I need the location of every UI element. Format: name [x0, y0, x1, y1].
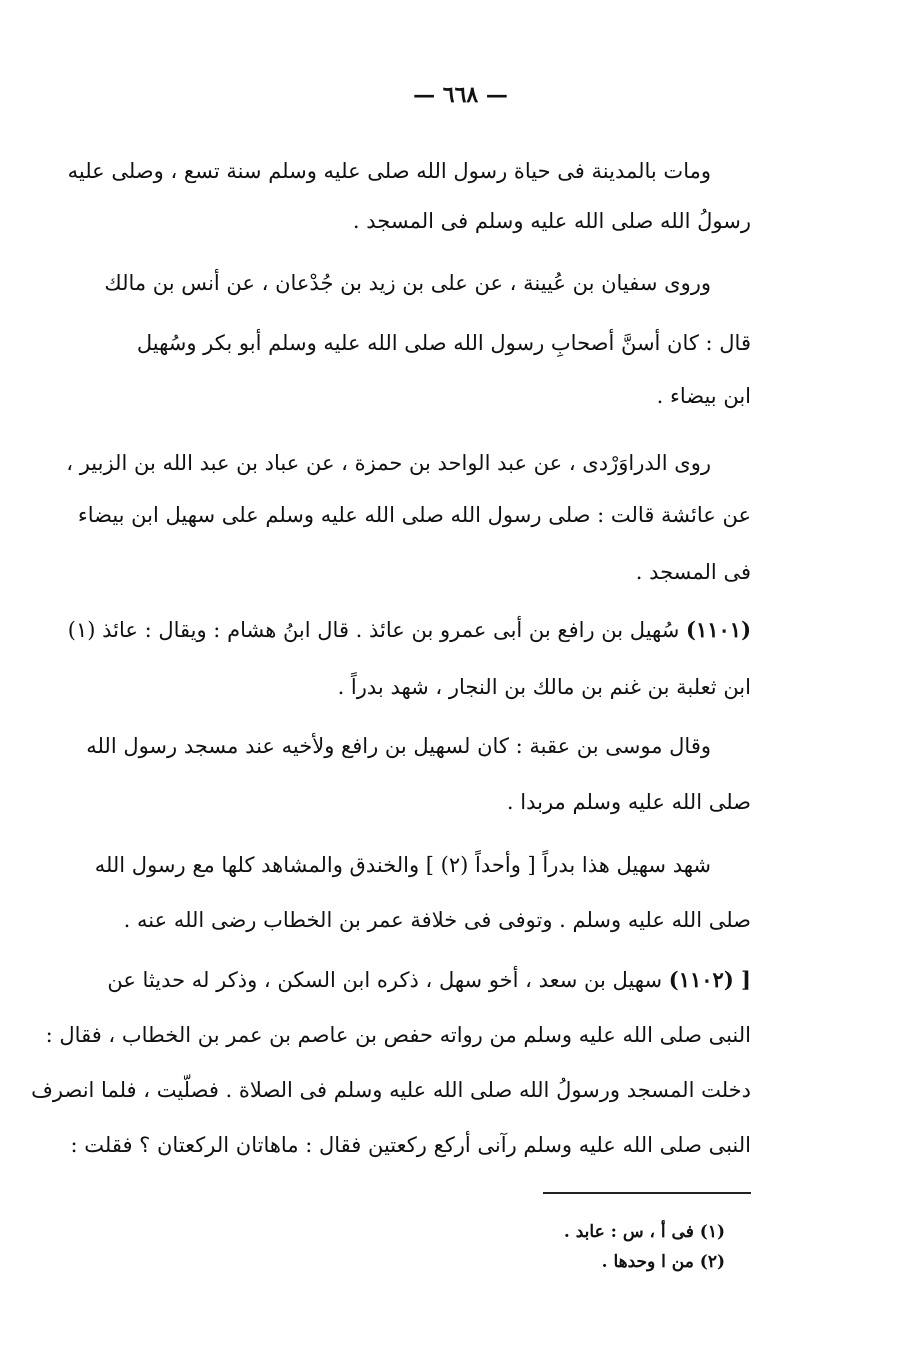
entry-text: سُهيل بن رافع بن أبى عمرو بن عائذ . قال ابنُ هشام : ويقال : عائذ (١): [67, 618, 680, 642]
text-line: ومات بالمدينة فى حياة رسول الله صلى عليه وسلم سنة تسع ، وصلى عليه: [67, 159, 711, 183]
text-line: دخلت المسجد ورسولُ الله صلى الله عليه وسلم فى الصلاة . فصلّيت ، فلما انصرف: [31, 1078, 751, 1102]
text-line: ابن ثعلبة بن غنم بن مالك بن النجار ، شهد بدراً .: [337, 675, 751, 699]
entry-text: سهيل بن سعد ، أخو سهل ، ذكره ابن السكن ، وذكر له حديثا عن: [107, 968, 663, 992]
text-line: النبى صلى الله عليه وسلم رآنى أركع ركعتين فقال : ماهاتان الركعتان ؟ فقلت :: [70, 1133, 751, 1157]
text-line: رسولُ الله صلى الله عليه وسلم فى المسجد .: [352, 209, 751, 233]
entry-line: [107, 965, 751, 995]
text-line: قال : كان أسنَّ أصحابِ رسول الله صلى الله عليه وسلم أبو بكر وسُهيل: [136, 331, 751, 355]
page-number: — ٦٦٨ —: [413, 82, 508, 108]
footnote-divider: [543, 1192, 751, 1194]
text-line: صلى الله عليه وسلم . وتوفى فى خلافة عمر بن الخطاب رضى الله عنه .: [123, 908, 751, 932]
entry-number: (١١٠١): [686, 617, 751, 642]
text-line: روى الدراوَرْدى ، عن عبد الواحد بن حمزة ، عن عباد بن عبد الله بن الزبير ،: [66, 451, 711, 475]
text-line: فى المسجد .: [635, 560, 751, 584]
entry-number: [ (١١٠٢): [668, 967, 751, 992]
text-line: صلى الله عليه وسلم مربدا .: [506, 790, 751, 814]
footnote: (١) فى أ ، س : عابد .: [563, 1222, 725, 1242]
text-line: ابن بيضاء .: [656, 384, 751, 408]
text-line: عن عائشة قالت : صلى رسول الله صلى الله عليه وسلم على سهيل ابن بيضاء: [77, 503, 751, 527]
text-line: شهد سهيل هذا بدراً [ وأحداً (٢) ] والخندق والمشاهد كلها مع رسول الله: [94, 853, 711, 877]
text-line: وروى سفيان بن عُيينة ، عن على بن زيد بن جُدْعان ، عن أنس بن مالك: [104, 271, 711, 295]
footnote: (٢) من ا وحدها .: [601, 1252, 725, 1272]
text-line: وقال موسى بن عقبة : كان لسهيل بن رافع ولأخيه عند مسجد رسول الله: [86, 734, 711, 758]
entry-line: [67, 615, 751, 645]
text-line: النبى صلى الله عليه وسلم من رواته حفص بن عاصم بن عمر بن الخطاب ، فقال :: [45, 1023, 751, 1047]
